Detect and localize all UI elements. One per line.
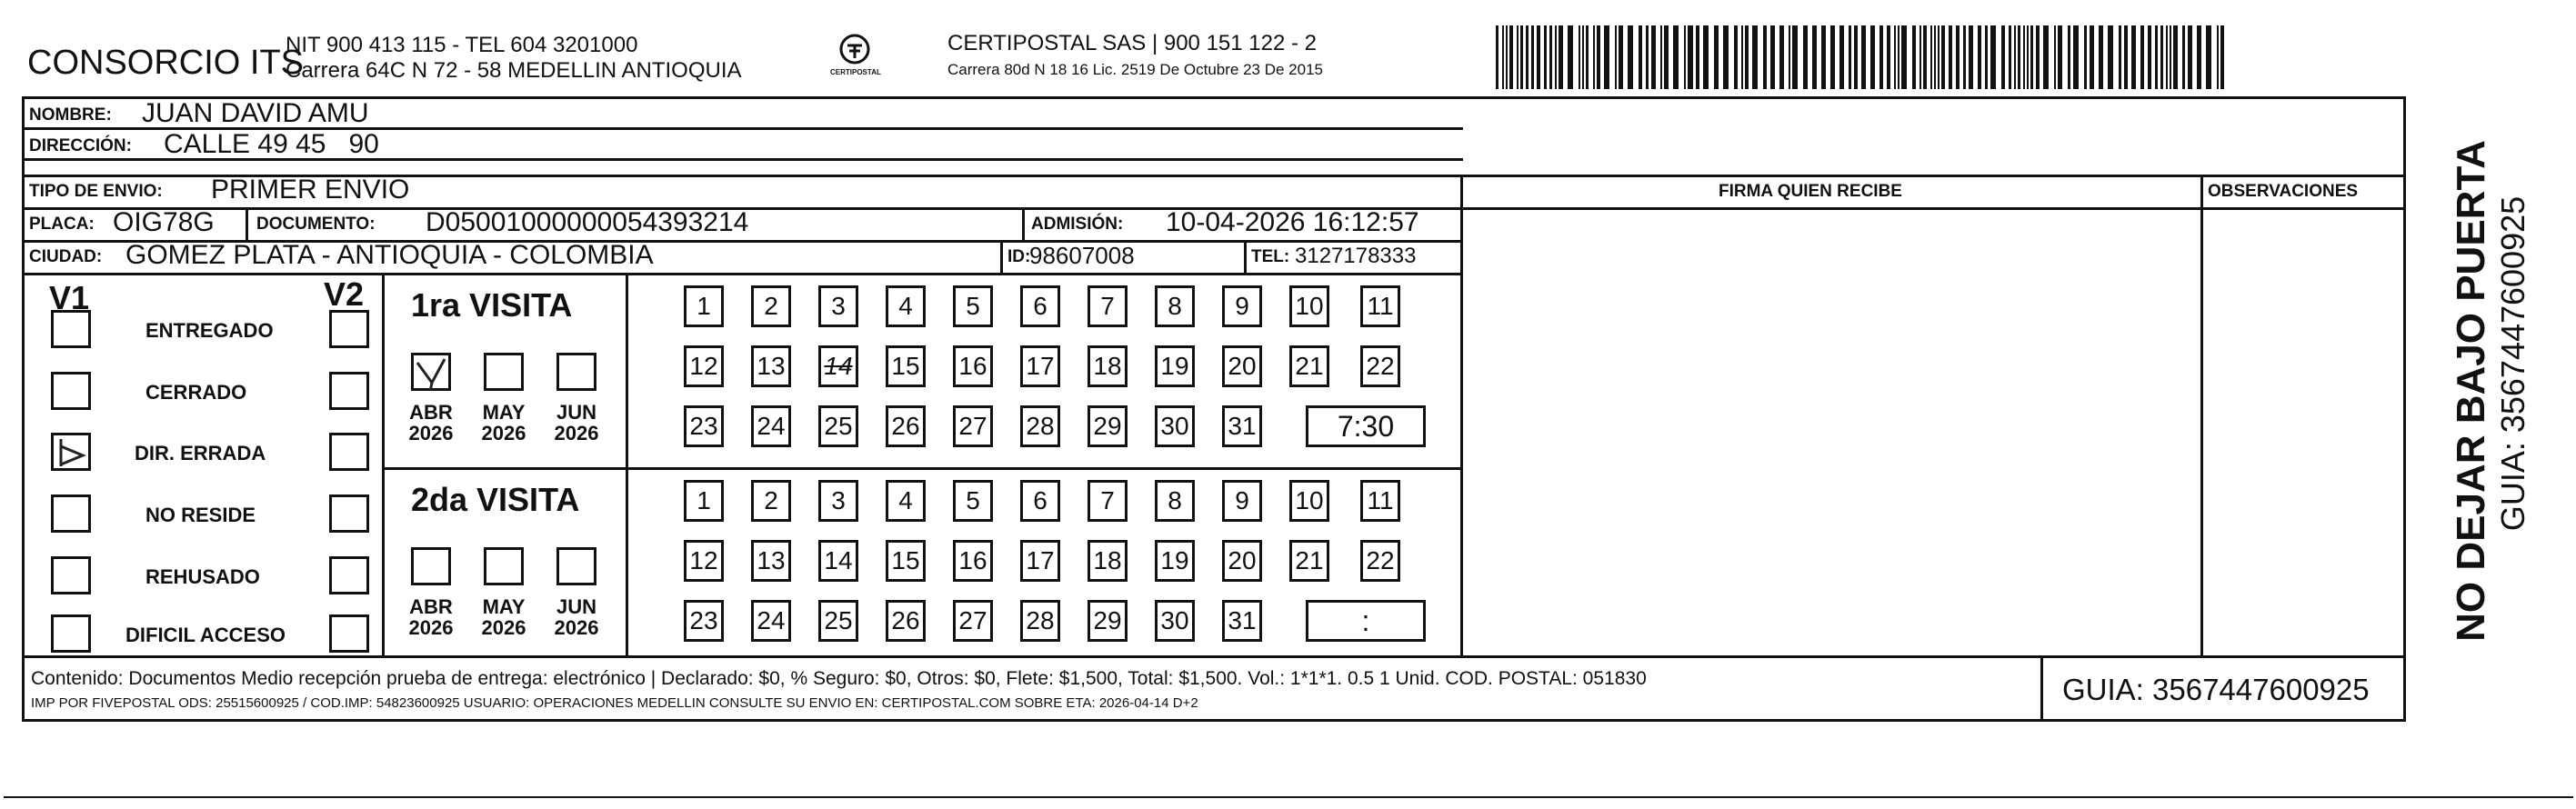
v2-checkbox[interactable] xyxy=(329,310,369,348)
barcode-bar xyxy=(1941,25,1945,89)
day-box[interactable]: 6 xyxy=(1020,480,1060,522)
barcode-bar xyxy=(1923,25,1927,89)
barcode-bar xyxy=(2217,25,2219,89)
month-name: ABR xyxy=(409,401,453,424)
month-label xyxy=(549,402,604,444)
status-label: DIFICIL ACCESO xyxy=(125,624,286,646)
barcode-bar xyxy=(2170,25,2171,89)
barcode-bar xyxy=(1673,25,1679,89)
barcode-bar xyxy=(1963,25,1966,89)
day-box[interactable]: 29 xyxy=(1088,600,1128,642)
v2-header: V2 xyxy=(324,275,365,313)
barcode-bar xyxy=(1789,25,1790,89)
month-checkbox[interactable] xyxy=(411,353,451,391)
v1-checkbox[interactable] xyxy=(51,372,91,410)
id-value: 98607008 xyxy=(1029,242,1135,269)
day-box[interactable]: 7 xyxy=(1088,285,1128,327)
shipment-type-label: TIPO DE ENVIO: xyxy=(29,182,163,201)
day-box[interactable]: 1 xyxy=(684,480,724,522)
barcode-bar xyxy=(1526,25,1529,89)
day-box[interactable]: 1 xyxy=(684,285,724,327)
status-label: DIR. ERRADA xyxy=(135,442,266,464)
barcode-bar xyxy=(1568,25,1573,89)
city-value: GOMEZ PLATA - ANTIOQUIA - COLOMBIA xyxy=(125,240,654,270)
day-box[interactable]: 9 xyxy=(1222,285,1262,327)
day-box[interactable]: 15 xyxy=(886,345,926,387)
barcode-bar xyxy=(2073,25,2079,89)
barcode-bar xyxy=(1537,25,1540,89)
barcode-bar xyxy=(1752,25,1758,89)
month-checkbox[interactable] xyxy=(411,547,451,585)
month-name: MAY xyxy=(482,401,526,424)
day-box[interactable]: 13 xyxy=(751,540,791,582)
day-box[interactable]: 19 xyxy=(1155,540,1195,582)
v1-checkbox[interactable] xyxy=(51,494,91,533)
v2-checkbox[interactable] xyxy=(329,556,369,594)
day-box[interactable]: 2 xyxy=(751,480,791,522)
barcode-bar xyxy=(1549,25,1552,89)
day-box[interactable]: 21 xyxy=(1289,540,1329,582)
month-checkbox[interactable] xyxy=(556,353,596,391)
barcode-bar xyxy=(1956,25,1960,89)
barcode-bar xyxy=(1930,25,1932,89)
barcode-bar xyxy=(2140,25,2144,89)
barcode-bar xyxy=(1597,25,1600,89)
day-box[interactable]: 19 xyxy=(1155,345,1195,387)
barcode-bar xyxy=(1509,25,1513,89)
recipient-address: CALLE 49 45 90 xyxy=(164,129,379,159)
status-label: ENTREGADO xyxy=(145,319,274,342)
status-label: CERRADO xyxy=(145,381,247,404)
day-box[interactable]: 16 xyxy=(953,540,993,582)
barcode-bar xyxy=(2018,25,2020,89)
month-year: 2026 xyxy=(481,616,526,640)
v2-checkbox[interactable] xyxy=(329,614,369,653)
barcode-bar xyxy=(1792,25,1798,89)
v1-checkbox[interactable] xyxy=(51,614,91,653)
barcode-bar xyxy=(1619,25,1623,89)
barcode-bar xyxy=(1639,25,1642,89)
barcode-bar xyxy=(1559,25,1563,89)
barcode-bar xyxy=(1520,25,1523,89)
day-box[interactable]: 28 xyxy=(1020,600,1060,642)
city-label: CIUDAD: xyxy=(29,247,103,266)
day-box[interactable]: 4 xyxy=(886,285,926,327)
courier-name: CERTIPOSTAL SAS | 900 151 122 - 2 xyxy=(947,31,1317,55)
observations-header: OBSERVACIONES xyxy=(2208,182,2359,201)
day-box[interactable]: 5 xyxy=(953,285,993,327)
company-nit: NIT 900 413 115 - TEL 604 3201000 xyxy=(286,33,638,57)
day-box[interactable]: 23 xyxy=(684,600,724,642)
document-label: DOCUMENTO: xyxy=(256,215,376,234)
day-box[interactable]: 24 xyxy=(751,600,791,642)
barcode-bar xyxy=(1821,25,1826,89)
footer-guide: GUIA: 3567447600925 xyxy=(2062,673,2370,706)
barcode-bar xyxy=(2148,25,2151,89)
barcode-bar xyxy=(1517,25,1519,89)
day-box[interactable]: 20 xyxy=(1222,345,1262,387)
day-box[interactable]: 9 xyxy=(1222,480,1262,522)
v2-checkbox[interactable] xyxy=(329,372,369,410)
barcode-bar xyxy=(2084,25,2087,89)
barcode-bar xyxy=(1854,25,1858,89)
barcode-bar xyxy=(1741,25,1743,89)
barcode-bar xyxy=(2108,25,2113,89)
month-label xyxy=(404,596,458,638)
barcode-bar xyxy=(1990,25,1996,89)
status-label: NO RESIDE xyxy=(145,504,256,526)
barcode-bar xyxy=(2166,25,2168,89)
day-box[interactable]: 25 xyxy=(818,405,858,447)
barcode-bar xyxy=(1839,25,1844,89)
barcode-bar xyxy=(2054,25,2056,89)
day-box[interactable]: 31 xyxy=(1222,600,1262,642)
day-box[interactable]: 2 xyxy=(751,285,791,327)
day-box[interactable]: 17 xyxy=(1020,540,1060,582)
barcode-bar xyxy=(1969,25,1973,89)
handwritten-mark-icon xyxy=(414,355,450,390)
barcode-bar xyxy=(1628,25,1633,89)
barcode-bar xyxy=(1912,25,1916,89)
barcode-bar xyxy=(2131,25,2136,89)
barcode-bar xyxy=(2068,25,2070,89)
barcode-bar xyxy=(1763,25,1767,89)
day-box[interactable]: 30 xyxy=(1155,600,1195,642)
tel-value: 3127178333 xyxy=(1295,244,1417,268)
footer-content: Contenido: Documentos Medio recepción prueba de entrega: electrónico | Declarado: $0, % Seguro: $0, Otros: $0, Flete: $1,500, Total: $1,500. Vol.: 1*1*1. 0.5 1 Unid. COD. POSTAL: 051830 xyxy=(31,668,1647,689)
month-checkbox[interactable] xyxy=(484,353,524,391)
day-box[interactable]: 18 xyxy=(1088,540,1128,582)
v1-checkbox[interactable] xyxy=(51,433,91,471)
barcode-bar xyxy=(2155,25,2158,89)
recipient-name: JUAN DAVID AMU xyxy=(142,98,369,128)
barcode-bar xyxy=(2099,25,2103,89)
day-box[interactable]: 6 xyxy=(1020,285,1060,327)
barcode-bar xyxy=(1812,25,1817,89)
day-box[interactable]: 12 xyxy=(684,345,724,387)
day-box[interactable]: 28 xyxy=(1020,405,1060,447)
day-box[interactable]: 10 xyxy=(1289,480,1329,522)
barcode-bar xyxy=(1688,25,1693,89)
barcode-bar xyxy=(2014,25,2016,89)
barcode-bar xyxy=(1879,25,1883,89)
month-label xyxy=(476,402,531,444)
v2-checkbox[interactable] xyxy=(329,433,369,471)
barcode-bar xyxy=(1978,25,1981,89)
month-label xyxy=(476,596,531,638)
month-year: 2026 xyxy=(408,422,454,445)
v1-checkbox[interactable] xyxy=(51,310,91,348)
shipment-type: PRIMER ENVIO xyxy=(211,175,410,205)
barcode-bar xyxy=(2030,25,2033,89)
day-box[interactable]: 22 xyxy=(1360,540,1400,582)
barcode-bar xyxy=(2001,25,2005,89)
barcode-bar xyxy=(1887,25,1890,89)
tel-label: TEL: xyxy=(1251,247,1290,266)
side-guide: GUIA: 3567447600925 xyxy=(2494,195,2531,532)
barcode-bar xyxy=(1506,25,1508,89)
day-box[interactable]: 20 xyxy=(1222,540,1262,582)
day-box[interactable]: 15 xyxy=(886,540,926,582)
v2-checkbox[interactable] xyxy=(329,494,369,533)
day-box[interactable]: 3 xyxy=(818,285,858,327)
barcode-bar xyxy=(1770,25,1775,89)
day-box[interactable]: 16 xyxy=(953,345,993,387)
barcode-bar xyxy=(1723,25,1729,89)
barcode-bar xyxy=(2173,25,2178,89)
barcode-bar xyxy=(2090,25,2094,89)
v1-checkbox[interactable] xyxy=(51,556,91,594)
barcode-bar xyxy=(2043,25,2049,89)
day-box[interactable]: 10 xyxy=(1289,285,1329,327)
day-box[interactable]: 11 xyxy=(1360,480,1400,522)
barcode-bar xyxy=(1696,25,1699,89)
barcode-bar xyxy=(1803,25,1808,89)
barcode-bar xyxy=(2124,25,2128,89)
day-box[interactable]: 21 xyxy=(1289,345,1329,387)
month-year: 2026 xyxy=(554,422,599,445)
barcode-bar xyxy=(2197,25,2201,89)
barcode-bar xyxy=(2009,25,2011,89)
barcode-bar xyxy=(1734,25,1738,89)
month-name: JUN xyxy=(556,401,596,424)
month-checkbox[interactable] xyxy=(484,547,524,585)
signature-header: FIRMA QUIEN RECIBE xyxy=(1719,182,1902,201)
barcode-bar xyxy=(1830,25,1835,89)
barcode-bar xyxy=(1934,25,1936,89)
day-box[interactable]: 7 xyxy=(1088,480,1128,522)
barcode-bar xyxy=(1938,25,1940,89)
barcode-bar xyxy=(2182,25,2185,89)
barcode-bar xyxy=(1646,25,1649,89)
barcode-bar xyxy=(1985,25,1988,89)
day-box[interactable]: 11 xyxy=(1360,285,1400,327)
day-box[interactable]: 8 xyxy=(1155,480,1195,522)
visit-title: 2da VISITA xyxy=(411,481,580,518)
day-box[interactable]: 30 xyxy=(1155,405,1195,447)
day-box[interactable]: 13 xyxy=(751,345,791,387)
day-box[interactable]: 22 xyxy=(1360,345,1400,387)
visit-time-box[interactable]: 7:30 xyxy=(1306,405,1426,447)
visit-time-box[interactable]: : xyxy=(1306,600,1426,642)
barcode-bar xyxy=(1849,25,1851,89)
month-year: 2026 xyxy=(481,422,526,445)
barcode-bar xyxy=(1664,25,1669,89)
barcode-bar xyxy=(1660,25,1662,89)
no-under-door-notice: NO DEJAR BAJO PUERTA xyxy=(2449,140,2493,642)
day-box[interactable]: 29 xyxy=(1088,405,1128,447)
barcode-bar xyxy=(1861,25,1866,89)
address-label: DIRECCIÓN: xyxy=(29,136,132,155)
barcode-bar xyxy=(1779,25,1784,89)
day-box[interactable]: 23 xyxy=(684,405,724,447)
document-value: D05001000000054393214 xyxy=(426,207,749,237)
admission-label: ADMISIÓN: xyxy=(1031,215,1124,234)
barcode-bar xyxy=(1615,25,1617,89)
visit-title: 1ra VISITA xyxy=(411,286,573,324)
month-name: JUN xyxy=(556,595,596,618)
day-box[interactable]: 26 xyxy=(886,405,926,447)
day-box[interactable]: 27 xyxy=(953,600,993,642)
day-box[interactable]: 26 xyxy=(886,600,926,642)
status-label: REHUSADO xyxy=(145,565,260,588)
barcode-bar xyxy=(1579,25,1580,89)
courier-address: Carrera 80d N 18 16 Lic. 2519 De Octubre 23 De 2015 xyxy=(947,61,1323,78)
barcode-bar xyxy=(1604,25,1609,89)
day-box[interactable]: 4 xyxy=(886,480,926,522)
barcode-bar xyxy=(2206,25,2211,89)
v1-header: V1 xyxy=(49,279,90,316)
admission-value: 10-04-2026 16:12:57 xyxy=(1166,207,1419,237)
day-box[interactable]: 14 xyxy=(818,540,858,582)
barcode-bar xyxy=(1745,25,1749,89)
day-box[interactable]: 5 xyxy=(953,480,993,522)
month-name: MAY xyxy=(482,595,526,618)
day-box[interactable]: 18 xyxy=(1088,345,1128,387)
day-box[interactable]: 12 xyxy=(684,540,724,582)
day-box[interactable]: 8 xyxy=(1155,285,1195,327)
barcode-bar xyxy=(2027,25,2029,89)
barcode-bar xyxy=(1502,25,1504,89)
footer-imp: IMP POR FIVEPOSTAL ODS: 25515600925 / COD.IMP: 54823600925 USUARIO: OPERACIONES MEDELLIN CONSULTE SU ENVIO EN: CERTIPOSTAL.COM SOBRE ETA: 2026-04-14 D+2 xyxy=(31,695,1198,711)
barcode-bar xyxy=(1555,25,1557,89)
barcode-bar xyxy=(1651,25,1656,89)
barcode-bar xyxy=(1531,25,1534,89)
barcode-icon xyxy=(1496,25,2228,89)
barcode-bar xyxy=(1898,25,1899,89)
month-year: 2026 xyxy=(408,616,454,640)
day-box[interactable]: 27 xyxy=(953,405,993,447)
barcode-bar xyxy=(1544,25,1547,89)
barcode-bar xyxy=(1586,25,1589,89)
month-year: 2026 xyxy=(554,616,599,640)
barcode-bar xyxy=(1919,25,1921,89)
handwritten-mark-icon xyxy=(54,435,90,470)
day-box[interactable]: 24 xyxy=(751,405,791,447)
month-checkbox[interactable] xyxy=(556,547,596,585)
barcode-bar xyxy=(1582,25,1584,89)
barcode-bar xyxy=(1901,25,1907,89)
certipostal-logo xyxy=(830,31,881,85)
barcode-bar xyxy=(2160,25,2163,89)
day-box[interactable]: 17 xyxy=(1020,345,1060,387)
barcode-bar xyxy=(2036,25,2040,89)
barcode-bar xyxy=(1714,25,1719,89)
barcode-bar xyxy=(1894,25,1896,89)
barcode-bar xyxy=(1949,25,1952,89)
barcode-bar xyxy=(1870,25,1875,89)
day-box[interactable]: 25 xyxy=(818,600,858,642)
company-name: CONSORCIO ITS xyxy=(27,44,305,82)
id-label: ID: xyxy=(1007,247,1031,266)
day-box[interactable]: 3 xyxy=(818,480,858,522)
plate-label: PLACA: xyxy=(29,215,95,234)
barcode-bar xyxy=(1496,25,1498,89)
barcode-bar xyxy=(2188,25,2192,89)
barcode-bar xyxy=(2220,25,2224,89)
month-label xyxy=(404,402,458,444)
barcode-bar xyxy=(1593,25,1595,89)
month-name: ABR xyxy=(409,595,453,618)
month-label xyxy=(549,596,604,638)
name-label: NOMBRE: xyxy=(29,105,112,125)
logo-caption: CERTIPOSTAL xyxy=(830,68,881,76)
barcode-bar xyxy=(2058,25,2062,89)
day-box[interactable]: 31 xyxy=(1222,405,1262,447)
barcode-bar xyxy=(2023,25,2025,89)
day-box[interactable]: 14 xyxy=(818,345,858,387)
barcode-bar xyxy=(1703,25,1709,89)
barcode-bar xyxy=(1684,25,1686,89)
company-address: Carrera 64C N 72 - 58 MEDELLIN ANTIOQUIA xyxy=(286,58,742,83)
plate-value: OIG78G xyxy=(113,207,215,237)
barcode-bar xyxy=(2119,25,2121,89)
